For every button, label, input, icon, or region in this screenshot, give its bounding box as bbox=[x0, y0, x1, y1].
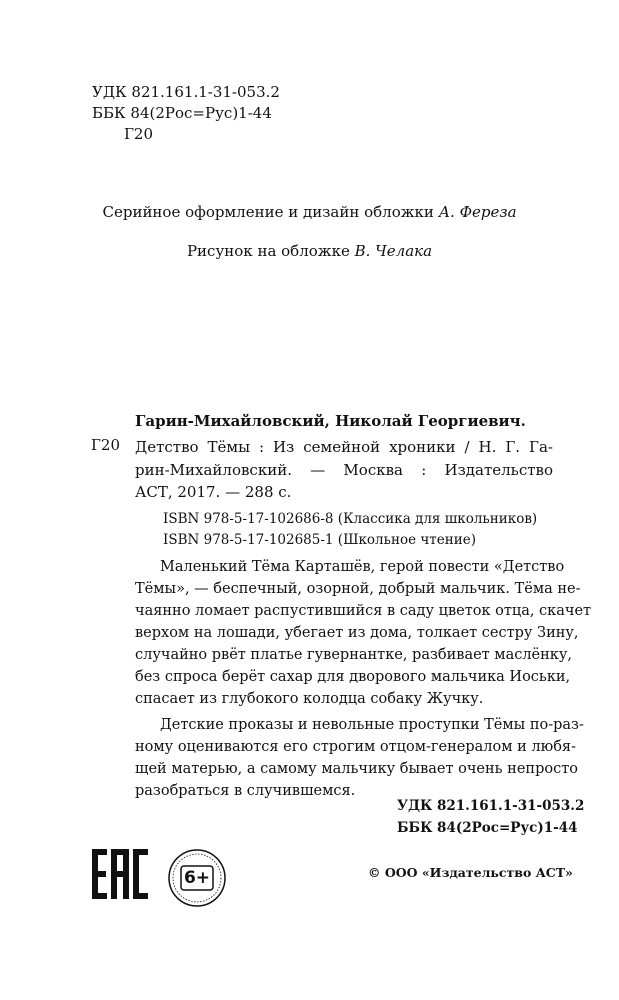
annotation-line bbox=[135, 736, 576, 758]
series-design-prefix: Серийное оформление и дизайн обложки bbox=[102, 203, 434, 221]
annotation-text: случайно рвёт платье гувернантке, разбивает маслёнку, bbox=[135, 647, 573, 663]
annotation-line bbox=[135, 600, 592, 622]
bbk-code: ББК 84(2Рос=Рус)1-44 bbox=[92, 104, 272, 122]
footer-classification-codes bbox=[397, 795, 584, 839]
age-rating-text: 6+ bbox=[183, 868, 211, 888]
header-classification-codes bbox=[92, 82, 280, 145]
footer-bbk-code: ББК 84(2Рос=Рус)1-44 bbox=[397, 820, 578, 836]
isbn-line: ISBN 978-5-17-102685-1 (Школьное чтение) bbox=[163, 532, 477, 548]
cover-drawing-name: В. Челака bbox=[354, 242, 433, 260]
annotation-text: Детские проказы и невольные проступки Тёмы по-раз- bbox=[160, 717, 584, 733]
isbn-line: ISBN 978-5-17-102686-8 (Классика для школьников) bbox=[163, 511, 538, 527]
author-mark: Г20 bbox=[124, 125, 154, 143]
catalog-author-mark: Г20 bbox=[91, 436, 121, 454]
copyright: © ООО «Издательство АСТ» bbox=[368, 865, 573, 880]
age-rating-badge-icon bbox=[167, 848, 227, 908]
description-line bbox=[135, 481, 553, 504]
annotation-text: верхом на лошади, убегает из дома, толкает сестру Зину, bbox=[135, 625, 579, 641]
annotation-text: ному оцениваются его строгим отцом-генералом и любя- bbox=[135, 739, 576, 755]
description-text: Детство Тёмы : Из семейной хроники / Н. Г. Га- bbox=[135, 438, 553, 456]
annotation-line bbox=[135, 644, 573, 666]
cover-drawing-prefix: Рисунок на обложке bbox=[186, 242, 350, 260]
eac-certification-icon bbox=[90, 847, 150, 901]
annotation-line bbox=[135, 666, 571, 688]
description-text: рин-Михайловский. — Москва : Издательство bbox=[135, 460, 553, 479]
annotation-line bbox=[135, 622, 579, 644]
footer-udk-code: УДК 821.161.1-31-053.2 bbox=[397, 798, 585, 814]
annotation-text: спасает из глубокого колодца собаку Жучку. bbox=[135, 691, 484, 707]
annotation-text: без спроса берёт сахар для дворового мальчика Иоськи, bbox=[135, 669, 571, 685]
cover-drawing-credit bbox=[0, 242, 619, 260]
annotation-line bbox=[135, 714, 584, 736]
annotation-text: чаянно ломает распустившийся в саду цветок отца, скачет bbox=[135, 603, 592, 619]
annotation-text: щей матерью, а самому мальчику бывает очень непросто bbox=[135, 761, 578, 777]
bibliographic-description bbox=[135, 436, 553, 504]
annotation-line bbox=[135, 758, 578, 780]
annotation-line bbox=[135, 556, 565, 578]
annotation-text: Маленький Тёма Карташёв, герой повести «Детство bbox=[160, 559, 565, 575]
description-line bbox=[135, 436, 553, 459]
annotation-line bbox=[135, 688, 553, 710]
annotation-text: Тёмы», — беспечный, озорной, добрый мальчик. Тёма не- bbox=[135, 581, 581, 597]
series-design-name: А. Фереза bbox=[438, 203, 517, 221]
annotation bbox=[135, 556, 592, 802]
annotation-line bbox=[135, 578, 581, 600]
author-heading: Гарин-Михайловский, Николай Георгиевич. bbox=[135, 412, 526, 430]
description-line bbox=[135, 459, 553, 482]
annotation-text: разобраться в случившемся. bbox=[135, 783, 356, 799]
series-design-credit bbox=[0, 203, 619, 221]
description-text: АСТ, 2017. — 288 с. bbox=[135, 483, 292, 501]
udk-code: УДК 821.161.1-31-053.2 bbox=[92, 83, 280, 101]
